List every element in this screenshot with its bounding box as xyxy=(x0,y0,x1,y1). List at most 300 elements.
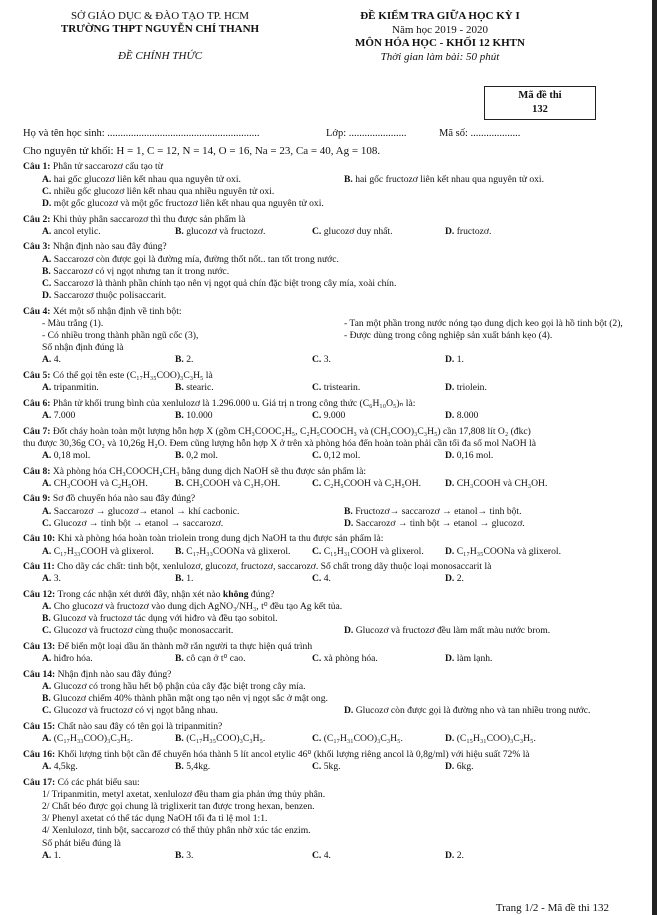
option-letter: D. xyxy=(445,653,455,665)
question-stem xyxy=(23,241,643,253)
option-text: 3. xyxy=(53,573,61,585)
answer-option-b[interactable] xyxy=(175,450,218,462)
option-text: Glucozơ và fructozơ có vị ngọt bằng nhau. xyxy=(53,705,218,717)
option-letter: A. xyxy=(42,173,52,185)
answer-option-b[interactable] xyxy=(175,226,265,238)
question-number: Câu 17: xyxy=(23,776,56,788)
option-letter: D. xyxy=(445,573,455,585)
stem-text: Khi thủy phân saccarozơ thì thu được sản phẩm là xyxy=(52,213,246,225)
answer-option-c[interactable] xyxy=(312,653,378,665)
question-stem xyxy=(23,589,643,601)
answer-option-d[interactable] xyxy=(445,573,464,585)
statement: - Màu trắng (1). xyxy=(42,317,104,329)
answer-option-a[interactable] xyxy=(42,850,61,862)
answer-option-a[interactable] xyxy=(42,761,78,773)
question-stem xyxy=(23,398,643,410)
answer-option-a[interactable] xyxy=(42,226,101,238)
option-row xyxy=(23,546,643,558)
statement: 1/ Tripanmitin, metyl axetat, xenlulozơ đều tham gia phản ứng thủy phân. xyxy=(42,788,326,800)
option-text: 2. xyxy=(456,573,464,585)
option-text: Saccarozơ thuộc polisaccarit. xyxy=(53,290,167,302)
question-stem xyxy=(23,493,643,505)
option-row xyxy=(23,410,643,422)
student-name-field[interactable]: Họ và tên học sinh: .......................................................... xyxy=(23,128,260,139)
option-row xyxy=(23,478,643,490)
question-stem xyxy=(23,426,643,438)
option-text: 1. xyxy=(186,573,194,585)
statement-row xyxy=(23,801,643,813)
option-letter: B. xyxy=(175,354,184,366)
option-letter: D. xyxy=(445,545,455,557)
option-letter: B. xyxy=(42,265,51,277)
option-row xyxy=(23,601,643,613)
answer-option-d[interactable] xyxy=(344,625,550,637)
stem-text: Xà phòng hóa CH₃COOCH₂CH₃ bằng dung dịch NaOH sẽ thu được sản phẩm là: xyxy=(52,465,367,477)
option-row xyxy=(23,174,643,186)
answer-option-b[interactable] xyxy=(175,382,214,394)
question-number: Câu 4: xyxy=(23,305,51,317)
stem-text: Nhận định nào sau đây đúng? xyxy=(52,241,167,253)
answer-option-a[interactable] xyxy=(42,410,75,422)
answer-option-d[interactable] xyxy=(445,761,474,773)
option-text: 1. xyxy=(53,849,61,861)
option-letter: B. xyxy=(175,382,184,394)
question-number: Câu 8: xyxy=(23,465,51,477)
answer-option-d[interactable] xyxy=(42,198,324,210)
answer-option-b[interactable] xyxy=(344,506,521,518)
question-stem xyxy=(23,777,643,789)
option-letter: B. xyxy=(175,477,184,489)
option-letter: A. xyxy=(42,733,52,745)
option-text: Saccarozơ → tinh bột → etanol → glucozơ. xyxy=(355,517,525,529)
page-footer: Trang 1/2 - Mã đề thi 132 xyxy=(495,902,609,914)
option-text: C₁₇H₃₅COONa và glixerol. xyxy=(456,545,561,557)
answer-option-d[interactable] xyxy=(445,226,491,238)
option-row xyxy=(23,506,643,518)
statement: - Tan một phần trong nước nóng tạo dung dịch keo gọi là hồ tinh bột (2), xyxy=(344,317,623,329)
option-text: Glucozơ và fructozơ đều làm mất màu nước brom. xyxy=(355,625,551,637)
answer-option-c[interactable] xyxy=(312,382,360,394)
option-text: tristearin. xyxy=(323,382,361,394)
option-text: 6kg. xyxy=(456,760,474,772)
stem-text: Chất nào sau đây có tên gọi là tripanmitin? xyxy=(57,720,223,732)
answer-option-a[interactable] xyxy=(42,450,90,462)
option-letter: B. xyxy=(175,450,184,461)
option-letter: D. xyxy=(344,705,354,717)
option-letter: C. xyxy=(312,760,322,772)
option-letter: B. xyxy=(175,225,184,237)
answer-option-b[interactable] xyxy=(175,354,193,366)
answer-option-c[interactable] xyxy=(42,625,233,637)
option-letter: C. xyxy=(312,477,322,489)
answer-option-c[interactable] xyxy=(42,705,218,717)
option-letter: C. xyxy=(312,410,322,422)
statement: 4/ Xenlulozơ, tinh bột, saccarozơ có thể thủy phân nhờ xúc tác enzim. xyxy=(42,825,311,837)
question xyxy=(23,533,643,557)
answer-option-a[interactable] xyxy=(42,733,133,745)
answer-option-d[interactable] xyxy=(445,478,547,490)
option-text: Cho glucozơ và fructozơ vào dung dịch AgNO₃/NH₃, t⁰ đều tạo Ag kết tủa. xyxy=(53,601,343,613)
option-text: 0,2 mol. xyxy=(186,450,218,461)
option-text: 3. xyxy=(323,354,331,366)
exam-code-box xyxy=(484,86,596,120)
question-stem xyxy=(23,641,643,653)
option-text: Glucozơ và fructozơ cùng thuộc monosaccarit. xyxy=(53,625,234,637)
option-letter: A. xyxy=(42,450,52,461)
option-row xyxy=(23,693,643,705)
option-text: 0,12 mol. xyxy=(323,450,361,461)
option-row xyxy=(23,705,643,717)
option-text: Glucozơ chiếm 40% thành phần mật ong tạo nên vị ngọt sắc ở mật ong. xyxy=(53,693,328,705)
option-text: 4,5kg. xyxy=(53,760,78,772)
option-letter: B. xyxy=(175,760,184,772)
question xyxy=(23,161,643,210)
option-row xyxy=(23,613,643,625)
option-text: 5,4kg. xyxy=(186,760,211,772)
answer-option-c[interactable] xyxy=(42,278,396,290)
duration: Thời gian làm bài: 50 phút xyxy=(380,51,500,63)
question xyxy=(23,214,643,238)
answer-option-b[interactable] xyxy=(175,653,245,665)
option-text: 2. xyxy=(456,849,464,861)
class-field[interactable]: Lớp: ...................... xyxy=(326,128,407,139)
option-letter: A. xyxy=(42,601,52,613)
question xyxy=(23,370,643,394)
answer-option-b[interactable] xyxy=(42,693,328,705)
option-text: Glucozơ và fructozơ tác dụng với hiđro và đều tạo sobitol. xyxy=(53,613,278,625)
option-text: một gốc glucozơ và một gốc fructozơ liên kết nhau qua nguyên tử oxi. xyxy=(53,197,324,209)
option-row xyxy=(23,518,643,530)
option-letter: A. xyxy=(42,653,52,665)
option-letter: A. xyxy=(42,354,52,366)
option-text: C₂H₅COOH và C₂H₅OH. xyxy=(323,477,422,489)
option-row xyxy=(23,653,643,665)
option-text: 0,18 mol. xyxy=(53,450,91,461)
option-letter: C. xyxy=(42,625,52,637)
answer-option-b[interactable] xyxy=(175,546,290,558)
option-text: C₁₇H₃₃COOH và glixerol. xyxy=(53,545,154,557)
answer-option-b[interactable] xyxy=(42,266,229,278)
option-letter: A. xyxy=(42,545,52,557)
option-letter: B. xyxy=(175,410,184,422)
answer-option-d[interactable] xyxy=(445,382,487,394)
stem-text: Khối lượng tinh bột cần để chuyển hóa thành 5 lít ancol etylic 46⁰ (khối lượng riêng ancol là 0,8g/ml) với hiệu suất 72% là xyxy=(57,748,530,760)
option-text: 4. xyxy=(323,573,331,585)
option-letter: B. xyxy=(175,653,184,665)
option-text: Glucozơ có trong hầu hết bộ phận của cây đặc biệt trong cây mía. xyxy=(53,681,306,693)
option-row xyxy=(23,226,643,238)
statement-row xyxy=(23,318,643,330)
subject: MÔN HÓA HỌC - KHỐI 12 KHTN xyxy=(355,37,525,49)
option-letter: D. xyxy=(445,849,455,861)
option-row xyxy=(23,625,643,637)
question-stem xyxy=(23,721,643,733)
answer-option-d[interactable] xyxy=(445,850,464,862)
school-name: TRƯỜNG THPT NGUYỄN CHÍ THANH xyxy=(60,23,260,35)
option-letter: D. xyxy=(445,477,455,489)
question-number: Câu 3: xyxy=(23,241,51,253)
stem-text: Khi xà phòng hóa hoàn toàn triolein trong dung dịch NaOH ta thu được sản phẩm là: xyxy=(57,533,384,545)
option-text: hai gốc glucozơ liên kết nhau qua nguyên tử oxi. xyxy=(53,173,241,185)
answer-option-d[interactable] xyxy=(445,410,478,422)
option-text: CH₃COOH và C₂H₅OH. xyxy=(53,477,148,489)
stem-text: Để biến một loại dầu ăn thành mỡ rắn người ta thực hiện quá trình xyxy=(57,641,313,653)
sub-stem: Số nhận định đúng là xyxy=(42,342,124,354)
question xyxy=(23,561,643,585)
answer-option-d[interactable] xyxy=(344,518,525,530)
question xyxy=(23,777,643,862)
answer-option-c[interactable] xyxy=(42,186,274,198)
option-text: glucozơ duy nhất. xyxy=(323,225,393,237)
question xyxy=(23,466,643,490)
option-letter: C. xyxy=(312,849,322,861)
option-letter: D. xyxy=(42,290,52,302)
answer-option-a[interactable] xyxy=(42,573,61,585)
option-text: làm lạnh. xyxy=(456,653,493,665)
question-stem-continued: thu được 30,36g CO₂ và 10,26g H₂O. Đem cũng lượng hỗn hợp X ở trên xà phòng hóa đến hoàn toàn phải cần tối đa số mol NaOH là xyxy=(23,437,536,449)
answer-option-d[interactable] xyxy=(42,290,166,302)
option-text: 3. xyxy=(186,849,194,861)
option-text: 2. xyxy=(186,354,194,366)
stem-text: Phân tử khối trung bình của xenlulozơ là 1.296.000 u. Giá trị n trong công thức (C₆H₁₀O₅)ₙ là: xyxy=(52,397,416,409)
option-row xyxy=(23,354,643,366)
question-list xyxy=(23,158,643,862)
sub-stem: Số phát biểu đúng là xyxy=(42,837,121,849)
answer-option-d[interactable] xyxy=(344,705,590,717)
exam-title: ĐỀ KIỂM TRA GIỮA HỌC KỲ I xyxy=(360,10,520,22)
option-letter: C. xyxy=(42,517,52,529)
option-letter: A. xyxy=(42,760,52,772)
statement-row xyxy=(23,330,643,342)
answer-option-b[interactable] xyxy=(175,733,265,745)
option-letter: A. xyxy=(42,477,52,489)
question xyxy=(23,589,643,638)
option-letter: C. xyxy=(42,705,52,717)
answer-option-a[interactable] xyxy=(42,174,241,186)
question-stem xyxy=(23,214,643,226)
option-text: (C₁₇H₃₁COO)₃C₃H₅. xyxy=(323,733,403,745)
stem-text: Xét một số nhận định về tinh bột: xyxy=(52,305,182,317)
option-letter: A. xyxy=(42,253,52,265)
option-letter: D. xyxy=(445,733,455,745)
question xyxy=(23,721,643,745)
question-number: Câu 7: xyxy=(23,425,51,437)
option-row xyxy=(23,186,643,198)
stem-text: Trong các nhận xét dưới đây, nhận xét nào xyxy=(57,588,223,600)
statement: 3/ Phenyl axetat có thể tác dụng NaOH tối đa tỉ lệ mol 1:1. xyxy=(42,813,268,825)
answer-option-a[interactable] xyxy=(42,354,61,366)
option-text: tripanmitin. xyxy=(53,382,99,394)
option-text: Fructozơ→ saccarozơ → etanol→ tinh bột. xyxy=(355,505,522,517)
option-row xyxy=(23,450,643,462)
option-text: (C₁₇H₃₃COO)₃C₃H₅. xyxy=(53,733,133,745)
answer-option-d[interactable] xyxy=(445,653,492,665)
answer-option-b[interactable] xyxy=(175,410,213,422)
question xyxy=(23,493,643,530)
statement: - Có nhiều trong thành phần ngũ cốc (3), xyxy=(42,330,199,342)
option-letter: C. xyxy=(312,450,322,461)
question-number: Câu 5: xyxy=(23,370,51,382)
student-id-field[interactable]: Mã số: ................... xyxy=(439,128,521,139)
option-text: 7.000 xyxy=(53,410,76,422)
question-stem xyxy=(23,561,643,573)
option-text: C₁₅H₃₁COOH và glixerol. xyxy=(323,545,424,557)
answer-option-b[interactable] xyxy=(344,174,544,186)
option-row xyxy=(23,850,643,862)
answer-option-a[interactable] xyxy=(42,478,148,490)
question-number: Câu 1: xyxy=(23,161,51,173)
answer-option-a[interactable] xyxy=(42,546,154,558)
answer-option-d[interactable] xyxy=(445,546,561,558)
option-row xyxy=(23,573,643,585)
question-number: Câu 15: xyxy=(23,720,56,732)
answer-option-b[interactable] xyxy=(175,850,193,862)
option-text: 5kg. xyxy=(323,760,341,772)
option-text: CH₃COOH và C₃H₇OH. xyxy=(186,477,281,489)
option-text: 0,16 mol. xyxy=(456,450,494,461)
answer-option-a[interactable] xyxy=(42,506,239,518)
option-row xyxy=(23,681,643,693)
option-text: Glucozơ còn được gọi là đường nho và tan nhiều trong nước. xyxy=(355,705,591,717)
option-letter: D. xyxy=(445,760,455,772)
option-letter: A. xyxy=(42,225,52,237)
option-letter: D. xyxy=(42,197,52,209)
option-text: nhiều gốc glucozơ liên kết nhau qua nhiều nguyên tử oxi. xyxy=(53,185,275,197)
option-text: 9.000 xyxy=(323,410,346,422)
official-label: ĐỀ CHÍNH THỨC xyxy=(117,50,203,62)
question-stem xyxy=(23,533,643,545)
statement-row xyxy=(23,789,643,801)
option-letter: C. xyxy=(312,545,322,557)
stem-emphasis: không xyxy=(222,588,249,600)
answer-option-c[interactable] xyxy=(312,546,424,558)
answer-option-d[interactable] xyxy=(445,733,536,745)
answer-option-b[interactable] xyxy=(42,613,278,625)
statement-row xyxy=(23,813,643,825)
stem-text: Cho dãy các chất: tinh bột, xenlulozơ, glucozơ, fructozơ, saccarozơ. Số chất trong dãy thuộc loại monosaccarit là xyxy=(57,561,492,573)
option-row xyxy=(23,733,643,745)
question-number: Câu 14: xyxy=(23,668,56,680)
question-number: Câu 10: xyxy=(23,533,56,545)
question-number: Câu 16: xyxy=(23,748,56,760)
option-row xyxy=(23,254,643,266)
option-row xyxy=(23,382,643,394)
question-stem xyxy=(23,466,643,478)
option-text: C₁₇H₃₃COONa và glixerol. xyxy=(186,545,291,557)
answer-option-c[interactable] xyxy=(312,354,331,366)
answer-option-d[interactable] xyxy=(445,450,493,462)
option-letter: A. xyxy=(42,573,52,585)
answer-option-c[interactable] xyxy=(312,761,341,773)
option-letter: B. xyxy=(344,173,353,185)
option-letter: D. xyxy=(445,450,455,461)
option-text: fructozơ. xyxy=(456,225,492,237)
stem-text: Có các phát biểu sau: xyxy=(57,776,140,788)
stem-text: Đốt cháy hoàn toàn một lượng hỗn hợp X (gồm CH₃COOC₂H₅, C₂H₅COOCH₃ và (CH₃COO)₃C₃H₅) cần 17,808 lít O₂ (đkc) xyxy=(52,425,531,437)
option-text: Saccarozơ có vị ngọt nhưng tan ít trong nước. xyxy=(53,265,230,277)
option-letter: A. xyxy=(42,382,52,394)
answer-option-c[interactable] xyxy=(312,410,345,422)
option-letter: B. xyxy=(175,733,184,745)
option-letter: B. xyxy=(42,693,51,705)
option-text: 4. xyxy=(323,849,331,861)
statement-row xyxy=(23,825,643,837)
department: SỞ GIÁO DỤC & ĐÀO TẠO TP. HCM xyxy=(70,10,250,22)
option-letter: D. xyxy=(445,410,455,422)
answer-option-c[interactable] xyxy=(312,226,392,238)
option-text: triolein. xyxy=(456,382,487,394)
answer-option-c[interactable] xyxy=(312,573,331,585)
answer-option-c[interactable] xyxy=(42,518,223,530)
option-text: hai gốc fructozơ liên kết nhau qua nguyên tử oxi. xyxy=(355,173,544,185)
option-letter: C. xyxy=(312,382,322,394)
question-number: Câu 2: xyxy=(23,213,51,225)
option-text: 10.000 xyxy=(186,410,213,422)
answer-option-c[interactable] xyxy=(312,450,360,462)
answer-option-b[interactable] xyxy=(175,478,280,490)
option-letter: C. xyxy=(42,185,52,197)
answer-option-c[interactable] xyxy=(312,733,403,745)
option-letter: A. xyxy=(42,681,52,693)
answer-option-b[interactable] xyxy=(175,761,210,773)
option-letter: D. xyxy=(344,625,354,637)
exam-code: 132 xyxy=(532,104,548,115)
option-letter: B. xyxy=(175,573,184,585)
stem-text: Nhận định nào sau đây đúng? xyxy=(57,668,172,680)
option-text: (C₁₅H₃₁COO)₃C₃H₅. xyxy=(456,733,536,745)
option-letter: A. xyxy=(42,505,52,517)
question xyxy=(23,398,643,422)
option-letter: D. xyxy=(344,517,354,529)
option-letter: C. xyxy=(312,653,322,665)
option-row xyxy=(23,290,643,302)
answer-option-a[interactable] xyxy=(42,601,342,613)
option-letter: C. xyxy=(312,573,322,585)
question-number: Câu 11: xyxy=(23,561,55,573)
answer-option-a[interactable] xyxy=(42,681,306,693)
option-letter: B. xyxy=(175,849,184,861)
answer-option-c[interactable] xyxy=(312,478,421,490)
option-text: 1. xyxy=(456,354,464,366)
statement: 2/ Chất béo được gọi chung là triglixerit tan được trong hexan, benzen. xyxy=(42,800,315,812)
stem-text: đúng? xyxy=(248,588,275,600)
question-stem xyxy=(23,306,643,318)
question-number: Câu 9: xyxy=(23,493,51,505)
option-row xyxy=(23,278,643,290)
answer-option-a[interactable] xyxy=(42,653,93,665)
question xyxy=(23,641,643,665)
answer-option-a[interactable] xyxy=(42,382,99,394)
option-letter: D. xyxy=(445,225,455,237)
option-letter: C. xyxy=(312,733,322,745)
answer-option-a[interactable] xyxy=(42,254,339,266)
option-text: Glucozơ → tinh bột → etanol → saccarozơ. xyxy=(53,517,224,529)
option-text: stearic. xyxy=(186,382,214,394)
option-letter: B. xyxy=(42,613,51,625)
page-edge xyxy=(652,0,657,915)
option-letter: B. xyxy=(344,505,353,517)
question-stem xyxy=(23,370,643,382)
option-text: (C₁₇H₃₅COO)₃C₃H₅. xyxy=(186,733,266,745)
answer-option-c[interactable] xyxy=(312,850,331,862)
question-stem xyxy=(23,749,643,761)
option-row xyxy=(23,761,643,773)
student-info xyxy=(23,128,623,142)
question-number: Câu 12: xyxy=(23,588,56,600)
answer-option-b[interactable] xyxy=(175,573,193,585)
answer-option-d[interactable] xyxy=(445,354,464,366)
option-letter: A. xyxy=(42,849,52,861)
